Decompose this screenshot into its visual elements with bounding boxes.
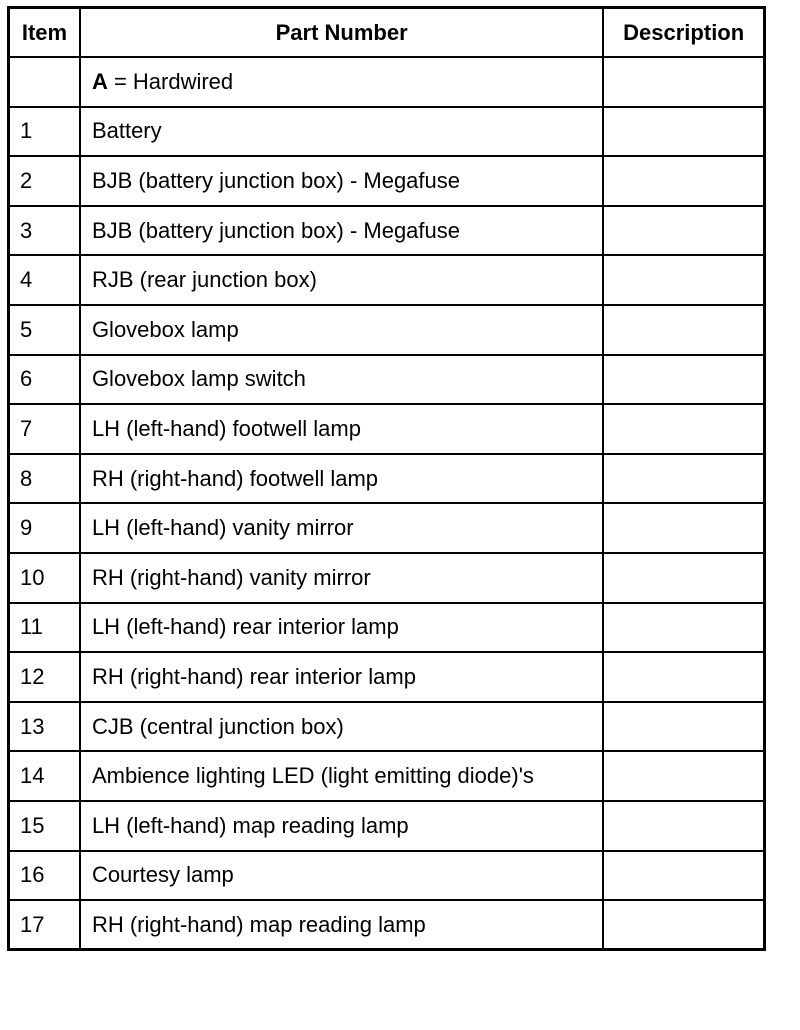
- description: [603, 255, 764, 305]
- part-number: RH (right-hand) footwell lamp: [80, 454, 603, 504]
- part-number: RH (right-hand) map reading lamp: [80, 900, 603, 950]
- part-number: LH (left-hand) footwell lamp: [80, 404, 603, 454]
- item-number: 13: [9, 702, 80, 752]
- part-number: Glovebox lamp switch: [80, 355, 603, 405]
- table-row: [9, 702, 765, 752]
- table-row: [9, 801, 765, 851]
- description: [603, 156, 764, 206]
- table-row: [9, 404, 765, 454]
- description: [603, 652, 764, 702]
- part-number: BJB (battery junction box) - Megafuse: [80, 156, 603, 206]
- part-number: RH (right-hand) vanity mirror: [80, 553, 603, 603]
- item-number: 7: [9, 404, 80, 454]
- item-number: 3: [9, 206, 80, 256]
- table-row: [9, 751, 765, 801]
- table-row: [9, 305, 765, 355]
- description: [603, 702, 764, 752]
- table-row: [9, 652, 765, 702]
- item-number: 5: [9, 305, 80, 355]
- legend-text: = Hardwired: [107, 68, 234, 94]
- description: [603, 751, 764, 801]
- table-row: [9, 503, 765, 553]
- item-number: 8: [9, 454, 80, 504]
- item-number: 10: [9, 553, 80, 603]
- item-number: 15: [9, 801, 80, 851]
- part-number: LH (left-hand) vanity mirror: [80, 503, 603, 553]
- description: [603, 851, 764, 901]
- item-number: 9: [9, 503, 80, 553]
- part-number: BJB (battery junction box) - Megafuse: [80, 206, 603, 256]
- legend-description-cell: [603, 57, 764, 107]
- description: [603, 553, 764, 603]
- item-number: 14: [9, 751, 80, 801]
- description: [603, 107, 764, 157]
- item-number: 2: [9, 156, 80, 206]
- table-row: [9, 900, 765, 950]
- legend-cell: [80, 57, 603, 107]
- part-number: CJB (central junction box): [80, 702, 603, 752]
- header-description: Description: [603, 8, 764, 58]
- table-body: [9, 57, 765, 950]
- legend-row: [9, 57, 765, 107]
- part-number: LH (left-hand) map reading lamp: [80, 801, 603, 851]
- header-part-number: Part Number: [80, 8, 603, 58]
- header-row: [9, 8, 765, 58]
- item-number: 4: [9, 255, 80, 305]
- table-row: [9, 255, 765, 305]
- legend-key: A: [91, 68, 108, 94]
- description: [603, 603, 764, 653]
- part-number: Glovebox lamp: [80, 305, 603, 355]
- part-number: RJB (rear junction box): [80, 255, 603, 305]
- description: [603, 404, 764, 454]
- part-number: RH (right-hand) rear interior lamp: [80, 652, 603, 702]
- description: [603, 454, 764, 504]
- item-number: 12: [9, 652, 80, 702]
- table-row: [9, 107, 765, 157]
- table-row: [9, 851, 765, 901]
- table-row: [9, 603, 765, 653]
- item-number: 1: [9, 107, 80, 157]
- table-row: [9, 454, 765, 504]
- table-row: [9, 156, 765, 206]
- description: [603, 503, 764, 553]
- table-row: [9, 355, 765, 405]
- item-number: 11: [9, 603, 80, 653]
- description: [603, 900, 764, 950]
- parts-table: [7, 6, 766, 951]
- description: [603, 305, 764, 355]
- part-number: Battery: [80, 107, 603, 157]
- part-number: Courtesy lamp: [80, 851, 603, 901]
- description: [603, 355, 764, 405]
- description: [603, 206, 764, 256]
- description: [603, 801, 764, 851]
- item-number: 16: [9, 851, 80, 901]
- item-number: 6: [9, 355, 80, 405]
- table-row: [9, 206, 765, 256]
- item-number: 17: [9, 900, 80, 950]
- table-row: [9, 553, 765, 603]
- part-number: LH (left-hand) rear interior lamp: [80, 603, 603, 653]
- legend-item-cell: [9, 57, 80, 107]
- header-item: Item: [9, 8, 80, 58]
- part-number: Ambience lighting LED (light emitting diode)'s: [80, 751, 603, 801]
